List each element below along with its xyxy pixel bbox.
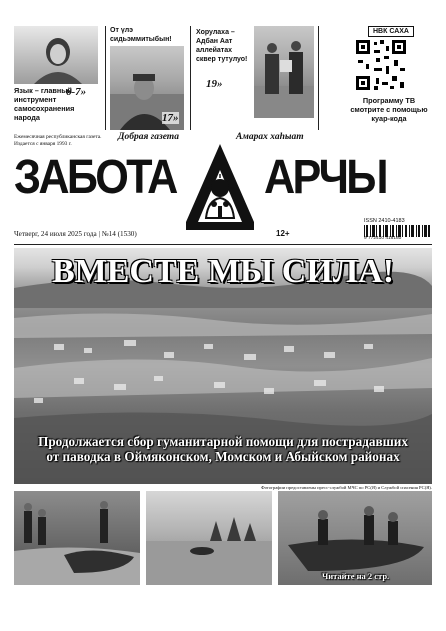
bottom-photo-2 [146, 491, 272, 585]
issn: ISSN 2410-4183 [364, 218, 405, 224]
qr-code[interactable] [354, 38, 408, 92]
teaser-tv[interactable] [324, 26, 432, 130]
teaser-divider-2 [190, 26, 191, 130]
slogan-right: Амарах хаhыат [236, 132, 304, 142]
teaser-man-text: От үлэ сидьэммитыбын! [110, 27, 172, 43]
continue-label[interactable]: Читайте на 2 стр. [322, 571, 390, 581]
teaser-man[interactable] [110, 26, 184, 130]
teaser-square-text: Хорулаха – Адбан Аат аллейатах сквер тутулуо! [196, 29, 248, 63]
bottom-photo-3 [278, 491, 432, 585]
main-headline: ВМЕСТЕ МЫ СИЛА! [51, 253, 395, 290]
barcode-number: 9 772410 418160 [364, 236, 402, 241]
bottom-photo-1 [14, 491, 140, 585]
teaser-man-page: 17» [162, 112, 179, 124]
tv-text: Программу ТВ смотрите с помощью куар-кода [350, 96, 428, 123]
masthead-rule [14, 244, 432, 245]
title-right: АРЧЫ [264, 151, 386, 204]
main-photo [14, 248, 432, 484]
teaser-language-page: 6-7» [66, 86, 87, 98]
teaser-divider-1 [105, 26, 106, 130]
teaser-strip [14, 26, 432, 130]
slogan-left: Добрая газета [118, 132, 179, 142]
teaser-divider-3 [318, 26, 319, 130]
masthead [14, 132, 432, 244]
age-rating: 12+ [276, 229, 290, 238]
teaser-photo-woman [14, 26, 98, 84]
teaser-language[interactable] [14, 26, 98, 130]
teaser-photo-group [254, 26, 314, 118]
emblem-logo [182, 140, 258, 236]
main-subhead: Продолжается сбор гуманитарной помощи для пострадавших от паводка в Оймяконском, Момском и Абыйском районах [38, 434, 408, 464]
teaser-language-text: Язык – главный инструмент самосохранения народа [14, 86, 75, 122]
teaser-square[interactable] [196, 26, 314, 130]
imprint: Ежемесячная республиканская газета. Издается с января 1993 г. [14, 134, 102, 147]
title-left: ЗАБОТА [14, 151, 176, 204]
teaser-square-page: 19» [206, 78, 223, 90]
tv-badge: НВК САХА [368, 26, 414, 37]
issue-line: Четверг, 24 июля 2025 года | №14 (1530) [14, 230, 137, 238]
photo-credit: Фотографии предоставлены пресс-службой МЧС по РС(Я) и Службой спасения РС(Я). [260, 485, 432, 490]
